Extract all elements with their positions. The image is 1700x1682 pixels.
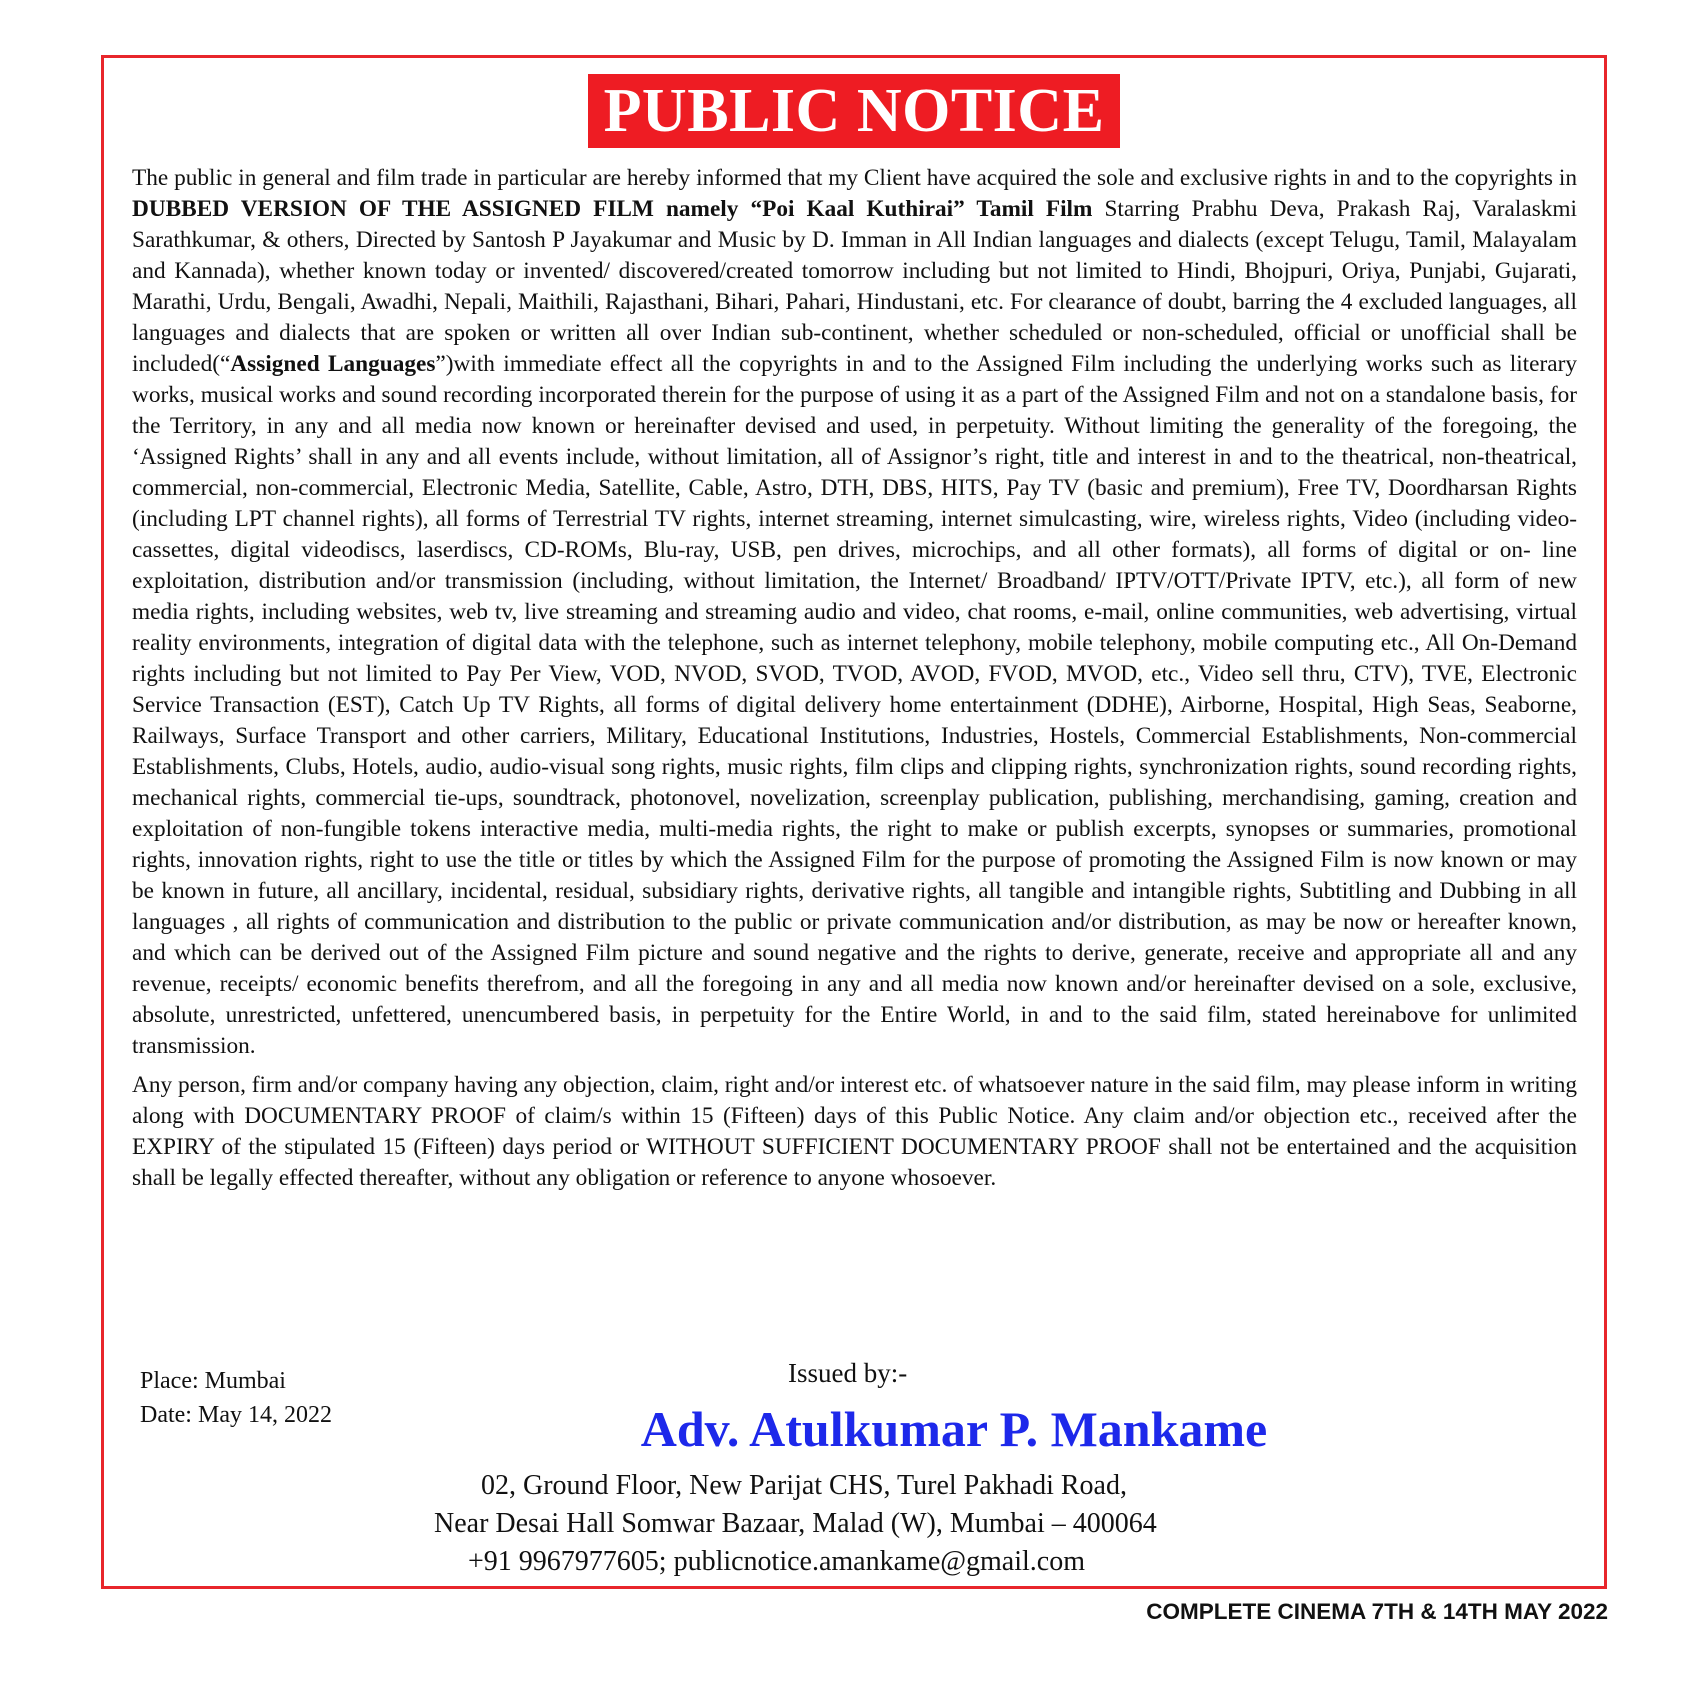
place-date-block [140, 1364, 332, 1432]
notice-body [132, 163, 1577, 1194]
advocate-name: Adv. Atulkumar P. Mankame [640, 1401, 1268, 1457]
place-text: Place: Mumbai [140, 1368, 286, 1394]
para1-text-3: ”)with immediate effect all the copyrights in and to the Assigned Film including the underlying works such as literary works, musical works and sound recording incorporated therein for the purpose of using it as a part of the Assigned Film and not on a standalone basis, for the Territory, in any and all media now known or hereinafter devised and used, in perpetuity. Without limiting the generality of the foregoing, the ‘Assigned Rights’ shall in any and all events include, without limitation, all of Assignor’s right, title and interest in and to the theatrical, non-theatrical, commercial, non-commercial, Electronic Media, Satellite, Cable, Astro, DTH, DBS, HITS, Pay TV (basic and premium), Free TV, Doordharsan Rights (including LPT channel rights), all forms of Terrestrial TV rights, internet streaming, internet simulcasting, wire, wireless rights, Video (including video-cassettes, digital videodiscs, laserdiscs, CD-ROMs, Blu-ray, USB, pen drives, microchips, and all other formats), all forms of digital or on- line exploitation, distribution and/or transmission (including, without limitation, the Internet/ Broadband/ IPTV/OTT/Private IPTV, etc.), all form of new media rights, including websites, web tv, live streaming and streaming audio and video, chat rooms, e-mail, online communities, web advertising, virtual reality environments, integration of digital data with the telephone, such as internet telephony, mobile telephony, mobile computing etc., All On-Demand rights including but not limited to Pay Per View, VOD, NVOD, SVOD, TVOD, AVOD, FVOD, MVOD, etc., Video sell thru, CTV), TVE, Electronic Service Transaction (EST), Catch Up TV Rights, all forms of digital delivery home entertainment (DDHE), Airborne, Hospital, High Seas, Seaborne, Railways, Surface Transport and other carriers, Military, Educational Institutions, Industries, Hostels, Commercial Establishments, Non-commercial Establishments, Clubs, Hotels, audio, audio-visual song rights, music rights, film clips and clipping rights, synchronization rights, sound recording rights, mechanical rights, commercial tie-ups, soundtrack, photonovel, novelization, screenplay publication, publishing, merchandising, gaming, creation and exploitation of non-fungible tokens interactive media, multi-media rights, the right to make or publish excerpts, synopses or summaries, promotional rights, innovation rights, right to use the title or titles by which the Assigned Film for the purpose of promoting the Assigned Film is now known or may be known in future, all ancillary, incidental, residual, subsidiary rights, derivative rights, all tangible and intangible rights, Subtitling and Dubbing in all languages , all rights of communication and distribution to the public or private communication and/or distribution, as may be now or hereafter known, and which can be derived out of the Assigned Film picture and sound negative and the rights to derive, generate, receive and appropriate all and any revenue, receipts/ economic benefits therefrom, and all the foregoing in any and all media now known and/or hereinafter devised on a sole, exclusive, absolute, unrestricted, unfettered, unencumbered basis, in perpetuity for the Entire World, in and to the said film, stated hereinabove for unlimited transmission. [132, 351, 1577, 1059]
para1-text-1: The public in general and film trade in particular are hereby informed that my Client have acquired the sole and exclusive rights in and to the copyrights in [132, 165, 1577, 191]
para1-text-2: Starring Prabhu Deva, Prakash Raj, Varalaskmi Sarathkumar, & others, Directed by Santosh P Jayakumar and Music by D. Imman in All Indian languages and dialects (except Telugu, Tamil, Malayalam and Kannada), whether known today or invented/ discovered/created tomorrow including but not limited to Hindi, Bhojpuri, Oriya, Punjabi, Gujarati, Marathi, Urdu, Bengali, Awadhi, Nepali, Maithili, Rajasthani, Bihari, Pahari, Hindustani, etc. For clearance of doubt, barring the 4 excluded languages, all languages and dialects that are spoken or written all over Indian sub-continent, whether scheduled or non-scheduled, official or unofficial shall be included(“ [132, 196, 1577, 377]
paragraph-objection: Any person, firm and/or company having any objection, claim, right and/or interest etc. of whatsoever nature in the said film, may please inform in writing along with DOCUMENTARY PROOF of claim/s within 15 (Fifteen) days of this Public Notice. Any claim and/or objection etc., received after the EXPIRY of the stipulated 15 (Fifteen) days period or WITHOUT SUFFICIENT DOCUMENTARY PROOF shall not be entertained and the acquisition shall be legally effected thereafter, without any obligation or reference to anyone whosoever. [132, 1072, 1577, 1191]
contact-line: +91 9967977605; publicnotice.amankame@gmail.com [468, 1546, 1085, 1577]
address-line-1: 02, Ground Floor, New Parijat CHS, Turel Pakhadi Road, [481, 1470, 1127, 1501]
assigned-languages-bold: Assigned Languages [230, 351, 436, 377]
address-line-2: Near Desai Hall Somwar Bazaar, Malad (W), Mumbai – 400064 [434, 1508, 1157, 1539]
publication-footer: COMPLETE CINEMA 7TH & 14TH MAY 2022 [1146, 1599, 1608, 1624]
paragraph-rights [132, 163, 1577, 1062]
title-banner [104, 74, 1604, 148]
notice-title: PUBLIC NOTICE [588, 74, 1121, 148]
date-text: Date: May 14, 2022 [140, 1402, 332, 1428]
issued-by-label: Issued by:- [788, 1358, 908, 1388]
film-name-bold: DUBBED VERSION OF THE ASSIGNED FILM namely “Poi Kaal Kuthirai” Tamil Film [132, 196, 1093, 222]
notice-frame [101, 55, 1607, 1589]
